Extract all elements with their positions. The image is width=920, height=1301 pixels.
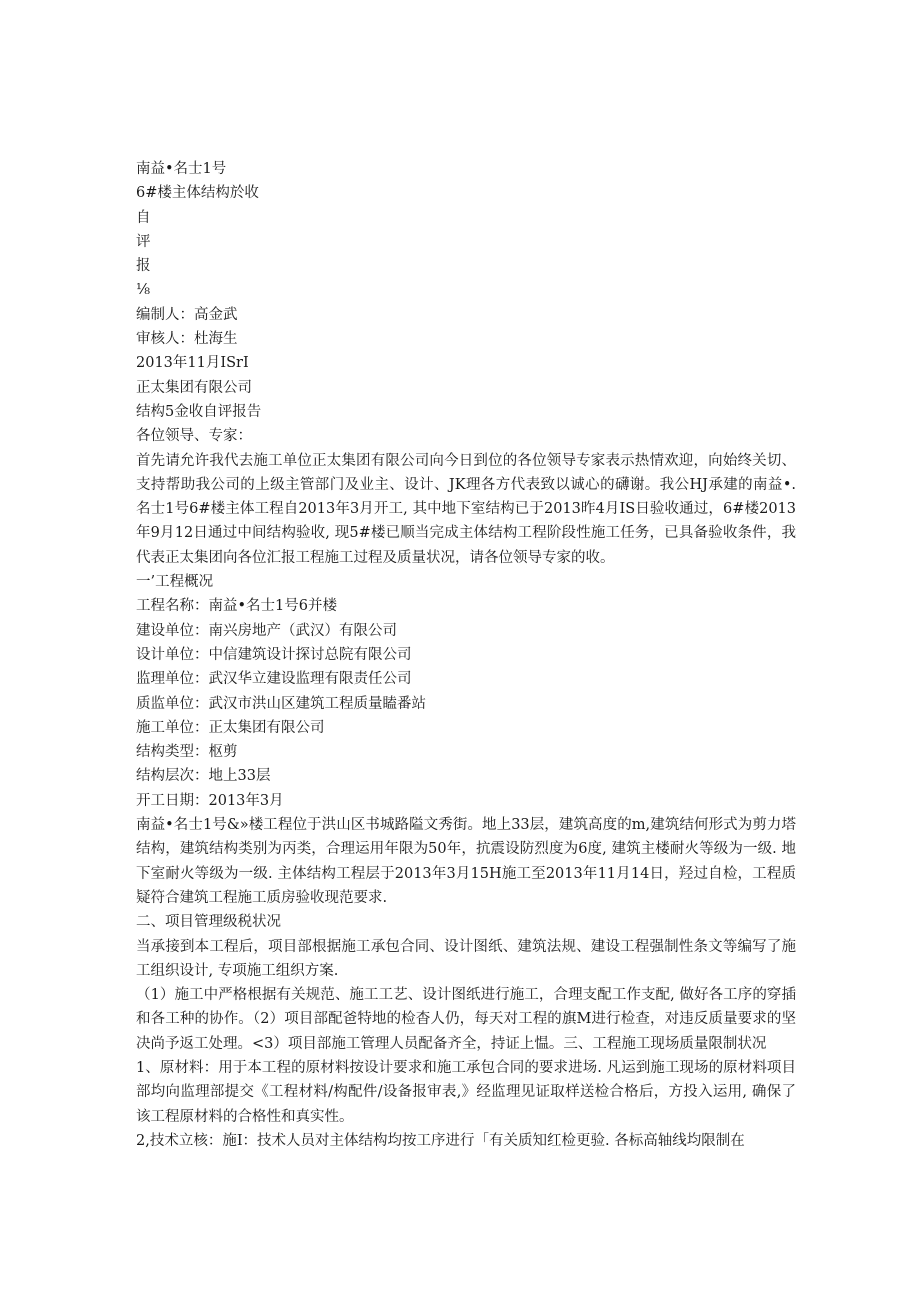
field-developer: 建设单位：南兴房地产（武汉）有限公司 bbox=[136, 622, 397, 639]
intro-paragraph: 首先请允许我代去施工单位正太集团有限公司向今日到位的各位领导专家表示热情欢迎，向始终关切、支持帮助我公司的上级主管部门及业主、设计、JK理各方代表致以诚心的礴谢。我公HJ承建的南益•. 名士1号6#楼主体工程自2013年3月开工, 其中地下室结构已于2013昨4月IS日验收通过，6#楼2013年9月12日通过中间结构验收, 现5#楼已顺当完成主体结构工程阶段性施工任务，已具备验收条件，我代表正太集团向各位汇报工程施工过程及质量状况，请各位领导专家的收。 bbox=[136, 452, 796, 566]
section-2-title: 二、项目管理级税状况 bbox=[136, 914, 281, 931]
field-structure-type: 结构类型：枢剪 bbox=[136, 744, 238, 761]
reviewer-line: 审核人：杜海生 bbox=[136, 331, 238, 348]
field-supervisor: 监理单位：武汉华立建设监理有限责任公司 bbox=[136, 671, 412, 688]
cover-title-line-2: 6#楼主体结构於收 bbox=[136, 185, 259, 202]
field-start-date: 开工日期：2013年3月 bbox=[136, 792, 284, 809]
cover-title-char-4: ⅛ bbox=[136, 282, 151, 299]
document-body bbox=[136, 157, 796, 1153]
company-name: 正太集团有限公司 bbox=[136, 379, 252, 396]
item-1-raw-materials: 1、原材料：用于本工程的原材料按设计要求和施工承包合同的要求进场. 凡运到施工现场的原材料项目部均向监理部提交《工程材料/构配件/设备报审表,》经监理见证取样送检合格后，方投入运用, 确保了该工程原材料的合格性和真实性。 bbox=[136, 1059, 796, 1125]
cover-title-char-2: 评 bbox=[136, 233, 151, 250]
field-quality-station: 质监单位：武汉市洪山区建筑工程质量瞌番站 bbox=[136, 695, 426, 712]
field-floors: 结构层次：地上33层 bbox=[136, 768, 271, 785]
cover-title-line-1: 南益•名士1号 bbox=[136, 161, 227, 177]
section-2-paragraph-2: （1）施工中严格根据有关规范、施工工艺、设计图纸进行施工，合理支配工作支配, 做好各工序的穿插和各工种的协作。（2）项目部配爸特地的检杳人仍，每天对工程的旗M进行检查，对违反质量要求的坚决尚予返工处理。<3）项目部施工管理人员配备齐全，持证上愠。三、工程施工现场质量限制状况 bbox=[136, 987, 796, 1052]
item-2-technical-review: 2,技术立核：施I：技术人员对主体结构均按工序进行「有关质知红检更验. 各标高轴线均限制在 bbox=[136, 1132, 745, 1149]
section-1-title: 一’工程概况 bbox=[136, 574, 214, 591]
section-2-paragraph-1: 当承接到本工程后，项目部根据施工承包合同、设计图纸、建筑法规、建设工程强制性条文等编写了施工组织设计, 专项施工组织方案. bbox=[136, 938, 796, 979]
salutation: 各位领导、专家： bbox=[136, 428, 252, 445]
compiler-line: 编制人：高金武 bbox=[136, 306, 238, 323]
cover-title-char-3: 报 bbox=[136, 258, 151, 275]
report-heading: 结构5金收自评报告 bbox=[136, 403, 262, 420]
field-project-name: 工程名称：南益•名士1号6并楼 bbox=[136, 598, 338, 615]
field-designer: 设计单位：中信建筑设计探讨总院有限公司 bbox=[136, 646, 412, 663]
report-date: 2013年11月ISrI bbox=[136, 355, 249, 372]
field-contractor: 施工单位：正太集团有限公司 bbox=[136, 719, 325, 736]
cover-title-char-1: 自 bbox=[136, 209, 151, 226]
overview-paragraph: 南益•名士1号&»楼工程位于洪山区书城路隘文秀街。地上33层，建筑高度的m,建筑结何形式为剪力塔结构，建筑结构类别为丙类，合理运用年限为50年，抗震设防烈度为6度, 建筑主楼耐火等级为一级. 地下室耐火等级为一级. 主体结构工程层于2013年3月15H施工至2013年11月14日，羟过自检，工程质疑符合建筑工程施工质房验收现范要求. bbox=[136, 817, 796, 906]
